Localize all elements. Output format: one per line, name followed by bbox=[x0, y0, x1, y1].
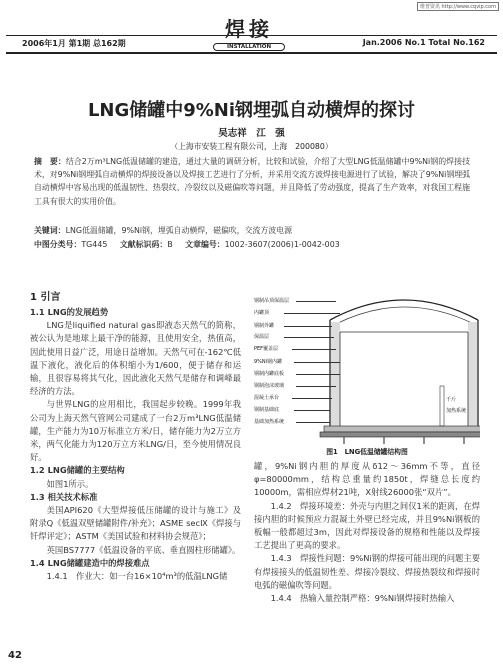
section-1-4-heading: 1.4 LNG储罐建造中的焊接难点 bbox=[30, 557, 150, 568]
clc-value: TG445 bbox=[81, 240, 108, 249]
paragraph-2: 与世界LNG的应用相比，我国起步较晚。1999年我公司为上海天然气管网公司建成了一台2万m³LNG低温储罐，生产能力为10万标准立方米/日，储存能力为2万立方米，两气化能力为120万立方米LNG/日，至今使用情况良好。 bbox=[30, 399, 241, 463]
classification bbox=[34, 238, 470, 251]
header-logo bbox=[213, 13, 285, 51]
clc-label: 中图分类号： bbox=[34, 240, 82, 249]
left-column bbox=[30, 288, 241, 583]
right-column bbox=[254, 460, 480, 605]
article-title: LNG储罐中9%Ni钢埋弧自动横焊的探讨 bbox=[87, 100, 416, 121]
right-paragraph-2: 1.4.2 焊接环境差：外壳与内胆之间仅1米的距离，在焊接内胆的时候预应力混凝土外壁已经完成，并且9%Ni钢板的板幅一般都超过3m，因此对焊接设备的规格和性能以及焊接工艺提出了更高的要求。 bbox=[254, 500, 480, 551]
right-paragraph-3: 1.4.3 焊接性问题：9%Ni钢的焊接可能出现的问题主要有焊接接头的低温韧性差、焊接冷裂纹、焊接热裂纹和焊接时电弧的磁偏吹等问题。 bbox=[254, 553, 480, 590]
keywords-label: 关键词： bbox=[34, 226, 66, 235]
figure-label: 9%Ni钢内罐 bbox=[254, 359, 283, 365]
figure-label: 钢制吊顶保温层 bbox=[254, 298, 290, 304]
figure-label: 钢制外罐 bbox=[254, 323, 275, 329]
affiliation: （上海市安装工程有限公司，上海 200080） bbox=[170, 142, 333, 151]
abstract bbox=[34, 155, 470, 208]
tank-diagram bbox=[254, 282, 480, 444]
paragraph-4: 美国API620《大型焊接低压储罐的设计与施工》及附录Q《低温双壁储罐附件/补充》；ASME secⅨ《焊接与钎焊评定》；ASTM《美国试验和材料协会规范》； bbox=[30, 505, 241, 542]
doc-value: B bbox=[167, 240, 173, 249]
figure-label: 内罐顶 bbox=[254, 310, 270, 316]
logo-sub: INSTALLATION bbox=[213, 43, 285, 51]
figure-label: 钢制内罐底板 bbox=[254, 371, 285, 377]
doc-label: 文献标识码： bbox=[119, 240, 168, 249]
header-right: Jan.2006 No.1 Total No.162 bbox=[362, 38, 485, 47]
figure-label: 基础加热系统 bbox=[254, 419, 285, 425]
logo-text: 焊接 bbox=[225, 17, 273, 41]
header-rule bbox=[6, 52, 497, 54]
figure-label: 钢制泡沫玻璃 bbox=[254, 383, 285, 389]
figure-caption: 图1 LNG低温储罐结构图 bbox=[326, 448, 408, 456]
abstract-label: 摘 要： bbox=[34, 157, 66, 166]
figure-label-right: 千斤 bbox=[446, 397, 457, 403]
authors: 吴志祥 江 强 bbox=[218, 128, 285, 139]
keywords-text: LNG低温储罐，9%Ni钢，埋弧自动横焊，磁偏吹，交流方波电源 bbox=[65, 226, 292, 235]
paragraph-6: 1.4.1 作业大：如一台16×10⁴m³的低温LNG储 bbox=[46, 571, 228, 582]
right-paragraph-1: 罐，9%Ni钢内胆的厚度从δ12～36mm不等，直径φ=80000mm，结构总重量约1850t，焊缝总长度约10000m，需相应焊材21吨，X射线26000张“双片”。 bbox=[254, 461, 480, 498]
section-1-3-heading: 1.3 相关技术标准 bbox=[30, 491, 98, 502]
right-paragraph-4: 1.4.4 热输入量控制严格：9%Ni钢焊接时热输入 bbox=[270, 593, 455, 604]
section-1-2-heading: 1.2 LNG储罐的主要结构 bbox=[30, 465, 125, 476]
watermark: 维普资讯 http://www.cqvip.com bbox=[417, 2, 499, 11]
art-value: 1002-3607(2006)1-0042-003 bbox=[224, 240, 340, 249]
section-1-1-heading: 1.1 LNG的发展趋势 bbox=[30, 307, 109, 317]
page-number: 42 bbox=[8, 650, 22, 661]
figure-label: 保温层 bbox=[254, 334, 270, 340]
figure-label: PEF覆盖层 bbox=[254, 346, 279, 352]
keywords bbox=[34, 224, 470, 237]
paragraph-5: 英国BS7777《低温设备的平底、垂直圆柱形储罐》。 bbox=[46, 544, 241, 555]
section-1-heading: 1 引言 bbox=[30, 292, 61, 303]
paragraph-3: 如图1所示。 bbox=[46, 478, 94, 489]
figure-1 bbox=[254, 282, 480, 444]
figure-label: 钢制基础底 bbox=[254, 407, 280, 413]
abstract-text: 结合2万m³LNG低温储罐的建造，通过大量的调研分析，比较和试验，介绍了大型LNG低温储罐中9%Ni钢的焊接技术，对9%Ni钢埋弧自动横焊的焊接设备以及焊接工艺进行了分析，并采用交流方波焊接电源进行了试验，解决了9%Ni钢埋弧自动横焊中容易出现的低温韧性、热裂纹、冷裂纹以及磁偏吹等问题，并且降低了劳动强度，提高了生产效率，对我国工程施工具有很大的实用价值。 bbox=[34, 157, 470, 206]
figure-label: 混凝土承台 bbox=[254, 395, 280, 401]
header-left: 2006年1月 第1期 总162期 bbox=[22, 39, 126, 48]
figure-label-right: 加热系统 bbox=[446, 408, 467, 414]
paragraph-1: LNG是liquified natural gas即液态天然气的简称，被公认为是地球上最干净的能源，且使用安全，热值高，因此使用日益广泛，用途日益增加。天然气可在-162℃低温下液化，液化后的体积缩小为1/600，便于储存和运输，且很容易将其气化，因此液化天然气是储存和调峰最经济的方法。 bbox=[30, 320, 241, 397]
art-label: 文章编号： bbox=[185, 240, 225, 249]
